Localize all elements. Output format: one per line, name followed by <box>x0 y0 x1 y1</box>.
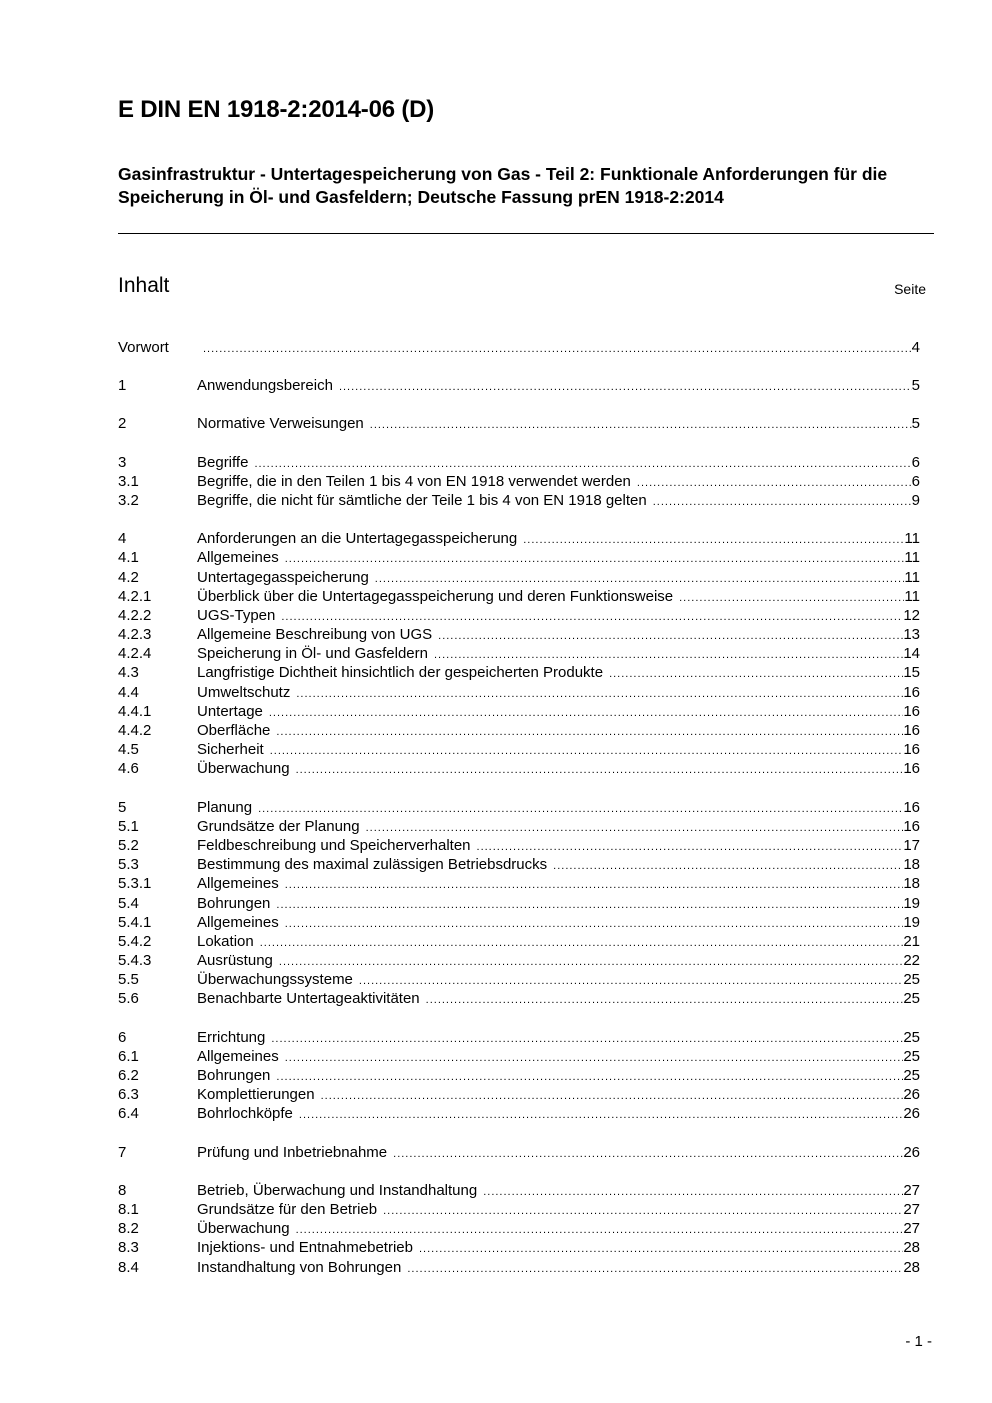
toc-dot-leader <box>299 1106 903 1125</box>
page-number: - 1 - <box>905 1333 932 1350</box>
toc-entry-page: 16 <box>903 722 920 739</box>
toc-entry-number: 3.2 <box>118 491 139 509</box>
toc-entry-title: Grundsätze für den Betrieb <box>197 1200 378 1218</box>
toc-entry-page: 26 <box>903 1086 920 1104</box>
toc-group <box>118 376 920 395</box>
toc-entry-page: 18 <box>903 875 920 893</box>
toc-dot-leader <box>438 627 903 646</box>
toc-dot-leader <box>296 685 903 704</box>
toc-entry-page: 28 <box>903 1239 920 1257</box>
toc-entry-page: 19 <box>903 913 920 931</box>
toc-entry[interactable] <box>118 663 920 682</box>
toc-entry-page: 16 <box>903 760 920 778</box>
toc-entry-title: Allgemeines <box>197 1047 279 1065</box>
toc-entry-page: 26 <box>903 1105 920 1123</box>
toc-entry[interactable] <box>118 1085 920 1104</box>
toc-entry[interactable] <box>118 759 920 778</box>
toc-entry-number: 4.5 <box>118 741 139 759</box>
toc-dot-leader <box>393 1145 903 1164</box>
toc-entry-number: Vorwort <box>118 339 169 356</box>
toc-entry-title: Feldbeschreibung und Speicherverhalten <box>197 836 471 854</box>
toc-entry-number: 1 <box>118 377 127 395</box>
toc-dot-leader <box>370 416 912 435</box>
toc-group <box>118 1181 920 1277</box>
toc-entry-number: 6.1 <box>118 1047 139 1065</box>
toc-entry-number: 8 <box>118 1181 127 1199</box>
toc-entry-number: 5.4.3 <box>118 952 152 970</box>
toc-dot-leader <box>271 1030 903 1049</box>
toc-dot-leader <box>653 493 912 512</box>
toc-entry-title: Speicherung in Öl- und Gasfeldern <box>197 645 428 663</box>
toc-dot-leader <box>483 1183 903 1202</box>
toc-entry-title: Allgemeines <box>197 549 279 567</box>
toc-dot-leader <box>523 531 904 550</box>
toc-entry-page: 6 <box>911 472 920 490</box>
toc-group <box>118 529 920 778</box>
toc-entry-number: 6.4 <box>118 1105 139 1123</box>
toc-entry[interactable] <box>118 1047 920 1066</box>
toc-entry-title: Begriffe, die in den Teilen 1 bis 4 von EN 1918 verwendet werden <box>197 472 631 490</box>
table-of-contents <box>118 338 920 1296</box>
toc-entry-page: 11 <box>904 530 920 548</box>
toc-entry-title: Planung <box>197 798 253 816</box>
toc-dot-leader <box>359 972 903 991</box>
toc-entry[interactable] <box>118 1028 920 1047</box>
toc-entry-number: 4.2.1 <box>118 587 152 605</box>
subtitle-divider <box>118 233 934 234</box>
toc-entry-page: 21 <box>903 932 920 950</box>
toc-dot-leader <box>276 1068 903 1087</box>
toc-entry-number: 3 <box>118 453 127 471</box>
toc-entry-number: 2 <box>118 415 127 433</box>
toc-dot-leader <box>637 474 912 493</box>
toc-entry[interactable] <box>118 970 920 989</box>
toc-entry-page: 18 <box>903 856 920 874</box>
toc-entry-number: 4.3 <box>118 664 139 682</box>
toc-group <box>118 1028 920 1124</box>
toc-entry-title: UGS-Typen <box>197 606 276 624</box>
toc-entry[interactable] <box>118 625 920 644</box>
toc-dot-leader <box>679 589 904 608</box>
toc-entry[interactable] <box>118 740 920 759</box>
toc-entry-title: Lokation <box>197 932 254 950</box>
toc-entry-title: Allgemeines <box>197 875 279 893</box>
toc-dot-leader <box>339 378 912 397</box>
toc-entry-page: 14 <box>903 645 920 663</box>
toc-entry-number: 4.4 <box>118 683 139 701</box>
toc-dot-leader <box>260 934 904 953</box>
toc-entry-title: Grundsätze der Planung <box>197 817 360 835</box>
toc-entry[interactable] <box>118 491 920 510</box>
toc-entry-title: Allgemeines <box>197 913 279 931</box>
toc-entry-number: 6.3 <box>118 1086 139 1104</box>
toc-entry-number: 4.2.4 <box>118 645 152 663</box>
toc-entry-title: Begriffe, die nicht für sämtliche der Teile 1 bis 4 von EN 1918 gelten <box>197 491 647 509</box>
toc-entry[interactable] <box>118 951 920 970</box>
toc-entry-page: 27 <box>903 1200 920 1218</box>
toc-entry-page: 13 <box>903 626 920 644</box>
toc-entry-title: Prüfung und Inbetriebnahme <box>197 1143 388 1161</box>
toc-entry-number: 4.6 <box>118 760 139 778</box>
toc-entry-title: Untertage <box>197 702 263 720</box>
toc-entry-title: Bohrlochköpfe <box>197 1105 293 1123</box>
toc-entry[interactable] <box>118 721 920 740</box>
toc-entry[interactable] <box>118 817 920 836</box>
toc-entry-number: 5 <box>118 798 127 816</box>
toc-entry-number: 5.6 <box>118 990 139 1008</box>
toc-entry-page: 28 <box>903 1258 920 1276</box>
toc-entry-page: 12 <box>903 606 920 624</box>
toc-entry-title: Komplettierungen <box>197 1086 315 1104</box>
toc-entry-number: 4.4.1 <box>118 702 152 720</box>
toc-entry-page: 26 <box>903 1143 920 1161</box>
toc-entry-number: 6.2 <box>118 1067 139 1084</box>
toc-entry-page: 25 <box>903 971 920 989</box>
toc-entry[interactable] <box>118 989 920 1008</box>
toc-dot-leader <box>279 953 903 972</box>
toc-entry-number: 5.1 <box>118 817 139 835</box>
toc-entry-number: 8.1 <box>118 1200 139 1218</box>
toc-entry[interactable] <box>118 932 920 951</box>
toc-dot-leader <box>296 761 904 780</box>
toc-entry-title: Untertagegasspeicherung <box>197 568 369 586</box>
toc-entry-page: 27 <box>903 1220 920 1238</box>
toc-entry-page: 15 <box>903 664 920 682</box>
toc-entry[interactable] <box>118 702 920 721</box>
toc-entry[interactable] <box>118 644 920 663</box>
toc-entry-page: 25 <box>903 990 920 1008</box>
toc-dot-leader <box>383 1202 903 1221</box>
toc-entry-number: 5.3 <box>118 856 139 874</box>
toc-group <box>118 414 920 433</box>
toc-entry[interactable] <box>118 376 920 395</box>
toc-entry-page: 6 <box>911 453 920 471</box>
toc-entry-page: 16 <box>903 702 920 720</box>
toc-entry-title: Überblick über die Untertagegasspeicherung und deren Funktionsweise <box>197 587 674 605</box>
toc-dot-leader <box>553 857 903 876</box>
toc-entry-number: 4.1 <box>118 549 139 567</box>
toc-entry-number: 8.2 <box>118 1220 139 1238</box>
toc-entry[interactable] <box>118 1104 920 1123</box>
toc-group <box>118 453 920 511</box>
toc-entry-page: 25 <box>903 1067 920 1084</box>
toc-entry[interactable] <box>118 855 920 874</box>
toc-entry-number: 5.4 <box>118 894 139 912</box>
toc-entry-page: 5 <box>911 377 920 395</box>
toc-entry-title: Überwachung <box>197 760 290 778</box>
toc-entry-title: Bohrungen <box>197 1067 271 1084</box>
toc-entry[interactable] <box>118 894 920 913</box>
toc-dot-leader <box>285 1049 904 1068</box>
toc-heading: Inhalt <box>118 274 170 297</box>
toc-entry-number: 5.4.1 <box>118 913 152 931</box>
toc-entry-title: Anwendungsbereich <box>197 377 333 395</box>
toc-entry[interactable] <box>118 913 920 932</box>
toc-entry-title: Betrieb, Überwachung und Instandhaltung <box>197 1181 478 1199</box>
toc-dot-leader <box>276 723 903 742</box>
toc-entry-number: 8.4 <box>118 1258 139 1276</box>
toc-entry-page: 16 <box>903 817 920 835</box>
toc-group <box>118 798 920 1009</box>
toc-entry-page: 16 <box>903 683 920 701</box>
toc-entry-title: Injektions- und Entnahmebetrieb <box>197 1239 413 1257</box>
toc-entry-number: 7 <box>118 1143 127 1161</box>
toc-entry[interactable] <box>118 338 920 357</box>
toc-group <box>118 1143 920 1162</box>
toc-entry-number: 4.2 <box>118 568 139 586</box>
toc-dot-leader <box>285 876 904 895</box>
toc-entry[interactable] <box>118 529 920 548</box>
toc-entry-title: Umweltschutz <box>197 683 291 701</box>
toc-dot-leader <box>270 742 904 761</box>
toc-entry[interactable] <box>118 472 920 491</box>
toc-entry-number: 3.1 <box>118 472 139 490</box>
toc-dot-leader <box>609 665 903 684</box>
toc-entry[interactable] <box>118 874 920 893</box>
toc-entry-number: 5.4.2 <box>118 932 152 950</box>
toc-entry-page: 19 <box>903 894 920 912</box>
toc-dot-leader <box>285 915 904 934</box>
toc-entry[interactable] <box>118 1066 920 1085</box>
toc-entry[interactable] <box>118 453 920 472</box>
toc-dot-leader <box>426 991 904 1010</box>
toc-entry-page: 4 <box>911 339 920 356</box>
toc-entry-title: Sicherheit <box>197 741 264 759</box>
toc-dot-leader <box>203 340 912 359</box>
toc-dot-leader <box>269 704 903 723</box>
toc-entry-page: 25 <box>903 1047 920 1065</box>
toc-entry-number: 8.3 <box>118 1239 139 1257</box>
toc-entry-title: Allgemeine Beschreibung von UGS <box>197 626 433 644</box>
toc-entry-page: 25 <box>903 1028 920 1046</box>
toc-entry-number: 4.2.2 <box>118 606 152 624</box>
toc-entry-title: Anforderungen an die Untertagegasspeicherung <box>197 530 518 548</box>
toc-entry[interactable] <box>118 683 920 702</box>
toc-entry-number: 5.3.1 <box>118 875 152 893</box>
toc-entry-title: Langfristige Dichtheit hinsichtlich der gespeicherten Produkte <box>197 664 604 682</box>
page-column-label: Seite <box>894 281 926 297</box>
toc-entry[interactable] <box>118 587 920 606</box>
toc-entry-number: 5.2 <box>118 836 139 854</box>
toc-entry-number: 5.5 <box>118 971 139 989</box>
toc-entry-title: Normative Verweisungen <box>197 415 364 433</box>
toc-entry-title: Ausrüstung <box>197 952 273 970</box>
toc-entry-page: 22 <box>903 952 920 970</box>
toc-entry[interactable] <box>118 1143 920 1162</box>
toc-entry-page: 5 <box>911 415 920 433</box>
toc-entry-title: Überwachungssysteme <box>197 971 353 989</box>
toc-entry[interactable] <box>118 568 920 587</box>
toc-entry-page: 16 <box>903 798 920 816</box>
toc-entry[interactable] <box>118 1238 920 1257</box>
toc-entry-page: 17 <box>903 836 920 854</box>
toc-entry-number: 4 <box>118 530 127 548</box>
toc-group <box>118 338 920 357</box>
toc-dot-leader <box>321 1087 904 1106</box>
toc-entry[interactable] <box>118 836 920 855</box>
toc-entry-title: Bestimmung des maximal zulässigen Betriebsdrucks <box>197 856 548 874</box>
toc-entry-title: Oberfläche <box>197 722 271 739</box>
toc-dot-leader <box>407 1260 903 1279</box>
toc-dot-leader <box>285 550 905 569</box>
toc-entry-number: 4.2.3 <box>118 626 152 644</box>
toc-entry[interactable] <box>118 1219 920 1238</box>
toc-entry-number: 4.4.2 <box>118 722 152 739</box>
toc-entry-title: Überwachung <box>197 1220 290 1238</box>
toc-entry[interactable] <box>118 606 920 625</box>
toc-dot-leader <box>419 1240 903 1259</box>
toc-entry-page: 9 <box>911 491 920 509</box>
toc-entry-title: Bohrungen <box>197 894 271 912</box>
toc-entry-page: 11 <box>904 549 920 567</box>
document-subtitle: Gasinfrastruktur - Untertagespeicherung von Gas - Teil 2: Funktionale Anforderungen für die Speicherung in Öl- und Gasfeldern; Deutsche Fassung prEN 1918-2:2014 <box>118 164 888 207</box>
toc-entry-title: Benachbarte Untertageaktivitäten <box>197 990 420 1008</box>
toc-entry[interactable] <box>118 548 920 567</box>
toc-entry[interactable] <box>118 1258 920 1277</box>
document-title: E DIN EN 1918-2:2014-06 (D) <box>118 96 435 123</box>
toc-entry-page: 16 <box>903 741 920 759</box>
toc-entry-page: 11 <box>904 587 920 605</box>
toc-entry-title: Errichtung <box>197 1028 266 1046</box>
toc-entry-title: Instandhaltung von Bohrungen <box>197 1258 402 1276</box>
toc-entry[interactable] <box>118 1181 920 1200</box>
toc-entry[interactable] <box>118 798 920 817</box>
toc-entry[interactable] <box>118 414 920 433</box>
toc-entry-number: 6 <box>118 1028 127 1046</box>
toc-dot-leader <box>276 896 903 915</box>
toc-entry[interactable] <box>118 1200 920 1219</box>
toc-entry-page: 11 <box>904 568 920 586</box>
toc-entry-title: Begriffe <box>197 453 249 471</box>
toc-entry-page: 27 <box>903 1181 920 1199</box>
